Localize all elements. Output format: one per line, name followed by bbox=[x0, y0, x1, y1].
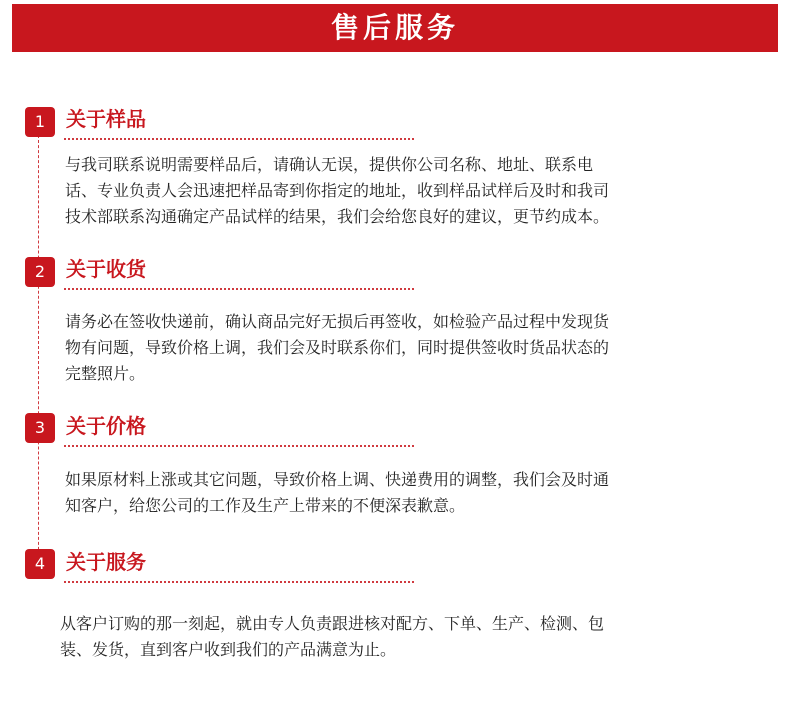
section-body bbox=[65, 152, 755, 230]
section-divider bbox=[64, 445, 414, 447]
section-line: 完整照片。 bbox=[65, 364, 146, 383]
section-line: 请务必在签收快递前，确认商品完好无损后再签收，如检验产品过程中发现货 bbox=[65, 312, 610, 331]
section-body bbox=[60, 611, 750, 663]
section-line: 物有问题，导致价格上调，我们会及时联系你们，同时提供签收时货品状态的 bbox=[65, 338, 610, 357]
section-line: 如果原材料上涨或其它问题，导致价格上调、快递费用的调整，我们会及时通 bbox=[65, 470, 610, 489]
section-number-badge: 4 bbox=[25, 549, 55, 579]
page-banner bbox=[12, 4, 778, 52]
section-number-badge: 3 bbox=[25, 413, 55, 443]
section-divider bbox=[64, 288, 414, 290]
section-body bbox=[65, 309, 755, 387]
section-line: 与我司联系说明需要样品后，请确认无误，提供你公司名称、地址、联系电 bbox=[65, 155, 594, 174]
section-body bbox=[65, 467, 755, 519]
section-line: 从客户订购的那一刻起，就由专人负责跟进核对配方、下单、生产、检测、包 bbox=[60, 614, 605, 633]
section-title: 关于收货 bbox=[66, 257, 146, 281]
section-title: 关于价格 bbox=[66, 414, 146, 438]
section-line: 话、专业负责人会迅速把样品寄到你指定的地址，收到样品试样后及时和我司 bbox=[65, 181, 610, 200]
section-number-badge: 1 bbox=[25, 107, 55, 137]
section-title: 关于样品 bbox=[66, 107, 146, 131]
section-title: 关于服务 bbox=[66, 550, 146, 574]
section-divider bbox=[64, 138, 414, 140]
section-line: 装、发货，直到客户收到我们的产品满意为止。 bbox=[60, 640, 397, 659]
page-title: 售后服务 bbox=[330, 11, 459, 44]
timeline-line bbox=[38, 130, 39, 570]
section-divider bbox=[64, 581, 414, 583]
section-line: 知客户，给您公司的工作及生产上带来的不便深表歉意。 bbox=[65, 496, 466, 515]
section-number-badge: 2 bbox=[25, 257, 55, 287]
section-line: 技术部联系沟通确定产品试样的结果，我们会给您良好的建议，更节约成本。 bbox=[65, 207, 610, 226]
